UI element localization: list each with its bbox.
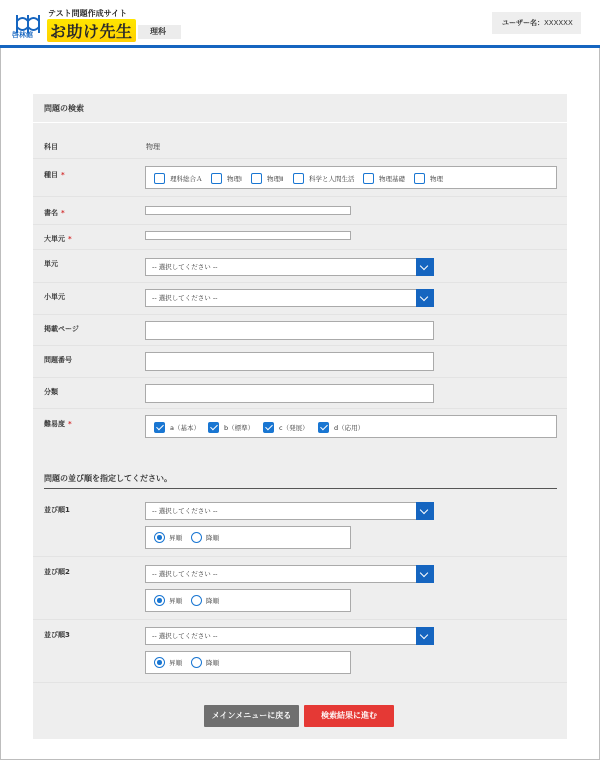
order-select[interactable]: -- 選択してください -- — [145, 502, 434, 520]
radio-selected-icon[interactable] — [154, 532, 165, 543]
radio-icon[interactable] — [191, 595, 202, 606]
subject-label: 科目 — [44, 143, 58, 151]
desc-radio[interactable]: 降順 — [191, 595, 219, 606]
divider — [33, 619, 567, 620]
category-label: 種目 * — [44, 171, 65, 179]
unit-label: 単元 — [44, 260, 58, 268]
question-no-field[interactable] — [145, 352, 434, 371]
radio-icon[interactable] — [191, 532, 202, 543]
category-checkbox[interactable]: 物理Ⅰ — [211, 173, 242, 184]
desc-radio[interactable]: 降順 — [191, 657, 219, 668]
subject-badge: 理科 — [138, 25, 181, 39]
asc-radio[interactable]: 昇順 — [154, 657, 182, 668]
required-mark: * — [68, 235, 72, 243]
order-direction-group — [145, 589, 351, 612]
divider — [33, 314, 567, 315]
chevron-down-icon[interactable] — [416, 565, 434, 583]
major-unit-label: 大単元 * — [44, 235, 72, 243]
category-checkbox[interactable]: 物理Ⅱ — [251, 173, 283, 184]
asc-radio[interactable]: 昇順 — [154, 532, 182, 543]
question-no-label: 問題番号 — [44, 356, 72, 364]
book-field[interactable] — [145, 206, 351, 215]
user-info — [492, 12, 581, 34]
chevron-down-icon[interactable] — [416, 502, 434, 520]
category-checkbox[interactable]: 物理基礎 — [363, 173, 405, 184]
radio-icon[interactable] — [191, 657, 202, 668]
site-title[interactable]: お助け先生 — [47, 19, 136, 42]
order-label: 並び順3 — [44, 631, 70, 639]
chevron-down-icon[interactable] — [416, 258, 434, 276]
difficulty-label: 難易度 * — [44, 420, 72, 428]
radio-selected-icon[interactable] — [154, 595, 165, 606]
divider — [33, 377, 567, 378]
site-subtitle: テスト問題作成サイト — [48, 9, 128, 18]
chevron-down-icon[interactable] — [416, 627, 434, 645]
radio-selected-icon[interactable] — [154, 657, 165, 668]
category-checkbox-group — [145, 166, 557, 189]
back-to-main-menu-button[interactable]: メインメニューに戻る — [204, 705, 299, 727]
category-checkbox[interactable]: 物理 — [414, 173, 443, 184]
checkbox-checked-icon[interactable] — [318, 422, 329, 433]
checkbox-icon[interactable] — [211, 173, 222, 184]
page-label: 掲載ページ — [44, 325, 79, 333]
divider — [33, 408, 567, 409]
difficulty-checkbox[interactable]: b（標準） — [208, 422, 254, 433]
category-checkbox[interactable]: 科学と人間生活 — [293, 173, 355, 184]
sub-unit-select[interactable]: -- 選択してください -- — [145, 289, 434, 307]
logo-caption: 啓林館 — [12, 31, 33, 39]
desc-radio[interactable]: 降順 — [191, 532, 219, 543]
order-direction-group — [145, 526, 351, 549]
checkbox-icon[interactable] — [414, 173, 425, 184]
order-title: 問題の並び順を指定してください。 — [44, 474, 172, 483]
user-name: XXXXXX — [544, 19, 573, 27]
sub-unit-label: 小単元 — [44, 293, 65, 301]
order-select[interactable]: -- 選択してください -- — [145, 627, 434, 645]
chevron-down-icon[interactable] — [416, 289, 434, 307]
divider — [33, 196, 567, 197]
checkbox-icon[interactable] — [293, 173, 304, 184]
order-label: 並び順1 — [44, 506, 70, 514]
difficulty-checkbox-group — [145, 415, 557, 438]
divider — [33, 682, 567, 683]
classification-label: 分類 — [44, 388, 58, 396]
divider — [33, 282, 567, 283]
checkbox-icon[interactable] — [363, 173, 374, 184]
difficulty-checkbox[interactable]: c（発展） — [263, 422, 309, 433]
checkbox-icon[interactable] — [154, 173, 165, 184]
search-title: 問題の検索 — [44, 104, 84, 113]
checkbox-checked-icon[interactable] — [263, 422, 274, 433]
checkbox-icon[interactable] — [251, 173, 262, 184]
checkbox-checked-icon[interactable] — [154, 422, 165, 433]
unit-select[interactable]: -- 選択してください -- — [145, 258, 434, 276]
divider — [33, 556, 567, 557]
classification-field[interactable] — [145, 384, 434, 403]
divider — [33, 158, 567, 159]
order-select[interactable]: -- 選択してください -- — [145, 565, 434, 583]
book-label: 書名 * — [44, 209, 65, 217]
divider — [44, 488, 557, 489]
order-label: 並び順2 — [44, 568, 70, 576]
asc-radio[interactable]: 昇順 — [154, 595, 182, 606]
user-label: ユーザー名： — [502, 19, 544, 27]
divider — [33, 345, 567, 346]
required-mark: * — [61, 209, 65, 217]
required-mark: * — [61, 171, 65, 179]
required-mark: * — [68, 420, 72, 428]
divider — [33, 224, 567, 225]
divider — [33, 249, 567, 250]
major-unit-field[interactable] — [145, 231, 351, 240]
category-checkbox[interactable]: 理科総合Ａ — [154, 173, 203, 184]
order-direction-group — [145, 651, 351, 674]
subject-value: 物理 — [146, 143, 160, 151]
proceed-to-results-button[interactable]: 検索結果に進む — [304, 705, 394, 727]
site-header — [0, 0, 600, 48]
checkbox-checked-icon[interactable] — [208, 422, 219, 433]
difficulty-checkbox[interactable]: d（応用） — [318, 422, 364, 433]
page-field[interactable] — [145, 321, 434, 340]
divider — [33, 122, 567, 123]
difficulty-checkbox[interactable]: a（基本） — [154, 422, 200, 433]
